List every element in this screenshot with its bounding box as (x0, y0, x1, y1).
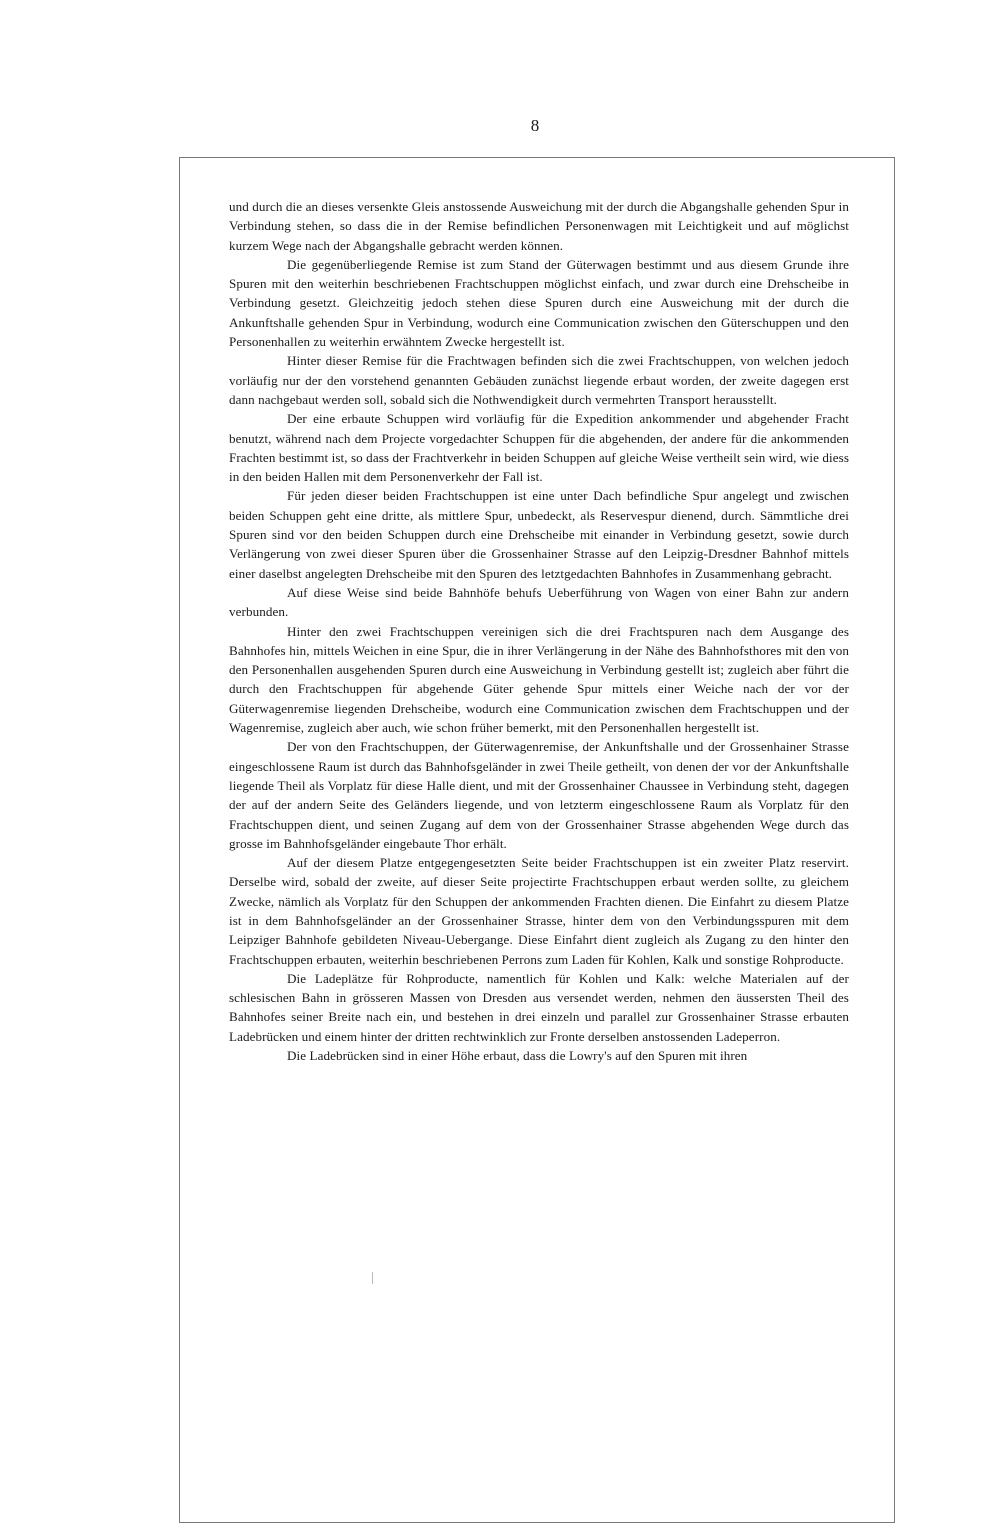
paragraph-4: Der eine erbaute Schuppen wird vorläufig für die Expedition ankommender und abgehender Fracht benutzt, während nach dem Projecte vorgedachter Schuppen für die abgehenden, der andere für die ankommenden Frachten bestimmt ist, so dass der Frachtverkehr in beiden Schuppen auf gleiche Weise vertheilt sein wird, wie diess in den beiden Hallen mit dem Personenverkehr der Fall ist. (229, 411, 849, 485)
paragraph-8: Der von den Frachtschuppen, der Güterwagenremise, der Ankunftshalle und der Grossenhainer Strasse eingeschlossene Raum ist durch das Bahnhofsgeländer in zwei Theile getheilt, von denen der vor der Ankunftshalle liegende Theil als Vorplatz für diese Halle dient, und mit der Grossenhainer Chaussee in Verbindung steht, dagegen der auf der andern Seite des Geländers liegende, und von letzterm eingeschlossene Raum als Vorplatz für den Frachtschuppen dient, und seinen Zugang auf dem von der Grossenhainer Strasse abgehenden Wege durch das grosse im Bahnhofsgeländer eingebaute Thor erhält. (229, 739, 849, 851)
paragraph-5: Für jeden dieser beiden Frachtschuppen ist eine unter Dach befindliche Spur angelegt und zwischen beiden Schuppen geht eine dritte, als mittlere Spur, unbedeckt, als Reservespur dienend, durch. Sämmtliche drei Spuren sind vor den beiden Schuppen durch eine Drehscheibe mit einander in Verbindung gesetzt, sowie durch Verlängerung von zwei dieser Spuren über die Grossenhainer Strasse auf den Leipzig-Dresdner Bahnhof mittels einer daselbst angelegten Drehscheibe mit den Spuren des letztgedachten Bahnhofes in Zusammenhang gebracht. (229, 488, 849, 581)
paragraph-11: Die Ladebrücken sind in einer Höhe erbaut, dass die Lowry's auf den Spuren mit ihren (287, 1048, 748, 1064)
page-number: 8 (530, 116, 540, 135)
paragraph-10: Die Ladeplätze für Rohproducte, namentlich für Kohlen und Kalk: welche Materialen auf der schlesischen Bahn in grösseren Massen von Dresden aus versendet werden, nehmen den äussersten Theil des Bahnhofes seiner Breite nach ein, und bestehen in drei einzeln und parallel zur Grossenhainer Strasse erbauten Ladebrücken und einem hinter der dritten rechtwinklich zur Fronte derselben anstossenden Ladeperron. (229, 970, 849, 1044)
paragraph-1: und durch die an dieses versenkte Gleis anstossende Ausweichung mit der durch die Abgangshalle gehenden Spur in Verbindung stehen, so dass die in der Remise befindlichen Personenwagen mit Leichtigkeit und auf möglichst kurzem Wege nach der Abgangshalle gebracht werden können. (229, 199, 849, 253)
paragraph-9: Auf der diesem Platze entgegengesetzten Seite beider Frachtschuppen ist ein zweiter Platz reservirt. Derselbe wird, sobald der zweite, auf dieser Seite projectirte Frachtschuppen erbaut werden sollte, zu gleichem Zwecke, nämlich als Vorplatz für den Schuppen der ankommenden Frachten dienen. Die Einfahrt zu diesem Platze ist in dem Bahnhofsgeländer an der Grossenhainer Strasse, hinter dem von den Verbindungsspuren mit dem Leipziger Bahnhofe gebildeten Niveau-Uebergange. Diese Einfahrt dient zugleich als Zugang zu den hinter den Frachtschuppen erbauten, weiterhin beschriebenen Perrons zum Laden für Kohlen, Kalk und sonstige Rohproducte. (229, 855, 849, 967)
paragraph-6: Auf diese Weise sind beide Bahnhöfe behufs Ueberführung von Wagen von einer Bahn zur andern verbunden. (229, 584, 849, 620)
paragraph-7: Hinter den zwei Frachtschuppen vereinigen sich die drei Frachtspuren nach dem Ausgange des Bahnhofes hin, mittels Weichen in eine Spur, die in ihrer Verlängerung in der Nähe des Bahnhofsthores mit den von den Personenhallen ausgehenden Spuren durch eine Ausweichung in Verbindung gestellt ist; zugleich aber führt die durch den Frachtschuppen für abgehende Güter gehende Spur mittels einer Weiche nach der vor der Güterwagenremise liegenden Drehscheibe, wodurch eine Communication zwischen dem Frachtschuppen und der Wagenremise, zugleich aber auch, wie schon früher bemerkt, mit den Personenhallen hergestellt ist. (229, 623, 849, 736)
paragraph-2: Die gegenüberliegende Remise ist zum Stand der Güterwagen bestimmt und aus diesem Grunde ihre Spuren mit den weiterhin beschriebenen Frachtschuppen möglichst einfach, und zwar durch eine Drehscheibe in Verbindung gesetzt. Gleichzeitig jedoch stehen diese Spuren durch eine Ausweichung mit der durch die Ankunftshalle gehenden Spur in Verbindung, wodurch eine Communication zwischen den Güterschuppen und den Personenhallen zu weiterhin erwähntem Zwecke hergestellt ist. (229, 256, 849, 350)
scan-artifact (372, 1272, 373, 1284)
body-text (229, 197, 849, 1065)
paragraph-3: Hinter dieser Remise für die Frachtwagen befinden sich die zwei Frachtschuppen, von welchen jedoch vorläufig nur der den vorstehend genannten Gebäuden zunächst liegende erbaut worden, der zweite dagegen erst dann nachgebaut werden soll, sobald sich die Nothwendigkeit durch vermehrten Transport herausstellt. (229, 353, 849, 407)
